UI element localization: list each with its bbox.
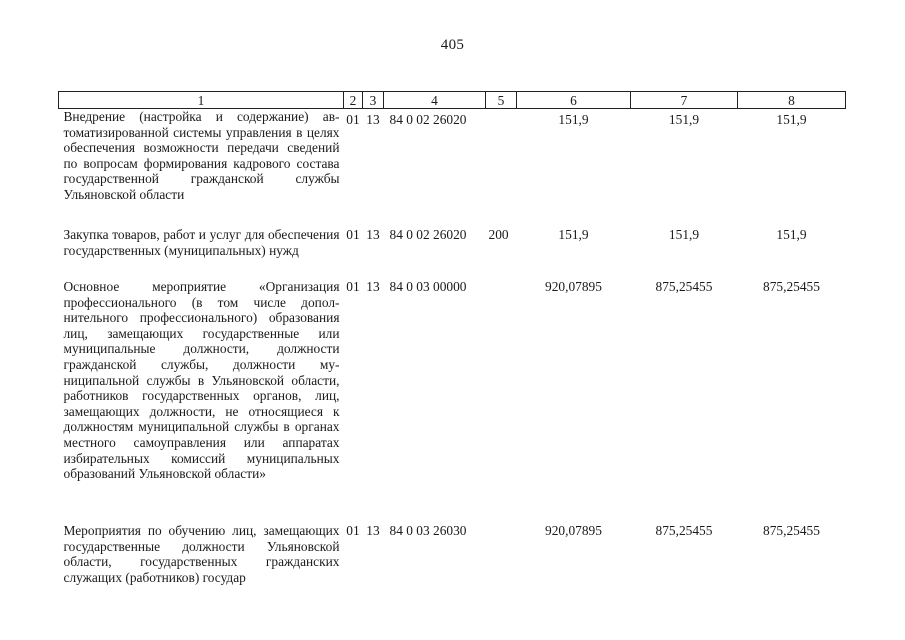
row-value-8: 875,25455 xyxy=(763,279,820,294)
col-header-3: 3 xyxy=(363,92,384,109)
col-header-4: 4 xyxy=(384,92,486,109)
table-row xyxy=(59,523,846,593)
table-row xyxy=(59,279,846,523)
col-header-6: 6 xyxy=(517,92,631,109)
row-expense-type xyxy=(486,523,517,593)
row-value-8: 151,9 xyxy=(776,112,807,127)
header-row xyxy=(59,92,846,109)
col-header-7: 7 xyxy=(631,92,738,109)
row-value-8: 875,25455 xyxy=(763,523,820,538)
col-header-1: 1 xyxy=(59,92,344,109)
row-expense-type xyxy=(486,279,517,523)
row-subsection: 13 xyxy=(366,279,380,294)
row-name: Мероприятия по обучению лиц, замещающих государственные должности Ульяновской области, государственных гражданских служащих (работников) государ xyxy=(63,523,340,585)
col-header-8: 8 xyxy=(738,92,846,109)
table-row xyxy=(59,109,846,228)
col-header-2: 2 xyxy=(344,92,363,109)
row-name: Закупка товаров, работ и услуг для обеспечения государственных (муниципальных) нужд xyxy=(63,227,340,258)
row-expense-type: 200 xyxy=(488,227,509,242)
row-target-code: 84 0 03 26030 xyxy=(389,523,467,538)
row-value-7: 875,25455 xyxy=(655,279,713,294)
row-value-6: 151,9 xyxy=(558,112,589,127)
row-value-6: 151,9 xyxy=(558,227,589,242)
row-value-6: 920,07895 xyxy=(545,523,602,538)
row-section: 01 xyxy=(346,227,360,242)
row-subsection: 13 xyxy=(366,227,380,242)
row-value-7: 875,25455 xyxy=(655,523,713,538)
page-number: 405 xyxy=(440,37,465,53)
row-target-code: 84 0 02 26020 xyxy=(389,227,467,242)
row-target-code: 84 0 03 00000 xyxy=(389,279,467,294)
row-value-7: 151,9 xyxy=(668,112,700,127)
row-expense-type xyxy=(486,109,517,228)
col-header-5: 5 xyxy=(486,92,517,109)
row-subsection: 13 xyxy=(366,112,380,127)
row-value-6: 920,07895 xyxy=(545,279,602,294)
row-value-7: 151,9 xyxy=(668,227,700,242)
row-value-8: 151,9 xyxy=(776,227,807,242)
row-target-code: 84 0 02 26020 xyxy=(389,112,467,127)
budget-table xyxy=(58,91,846,593)
table-row xyxy=(59,227,846,279)
row-subsection: 13 xyxy=(366,523,380,538)
row-section: 01 xyxy=(346,279,360,294)
row-section: 01 xyxy=(346,523,360,538)
row-name: Внедрение (настройка и содержание) автоматизированной системы управления в целях обеспечения возможности передачи сведений по вопросам формирования кадрового состава государственной гражданской службы Ульяновской области xyxy=(63,109,340,202)
row-section: 01 xyxy=(346,112,360,127)
row-name: Основное мероприятие «Организация профессионального (в том числе дополнительного профессионального) образования лиц, замещающих государственные или муниципальные должности, должности гражданской службы, должности муниципальной службы в Ульяновской области, работников государственных органов, лиц, замещающих должности, не относящиеся к должностям муниципальной службы в органах местного самоуправления или аппаратах избирательных комиссий муниципальных образований Ульяновской области» xyxy=(63,279,340,482)
